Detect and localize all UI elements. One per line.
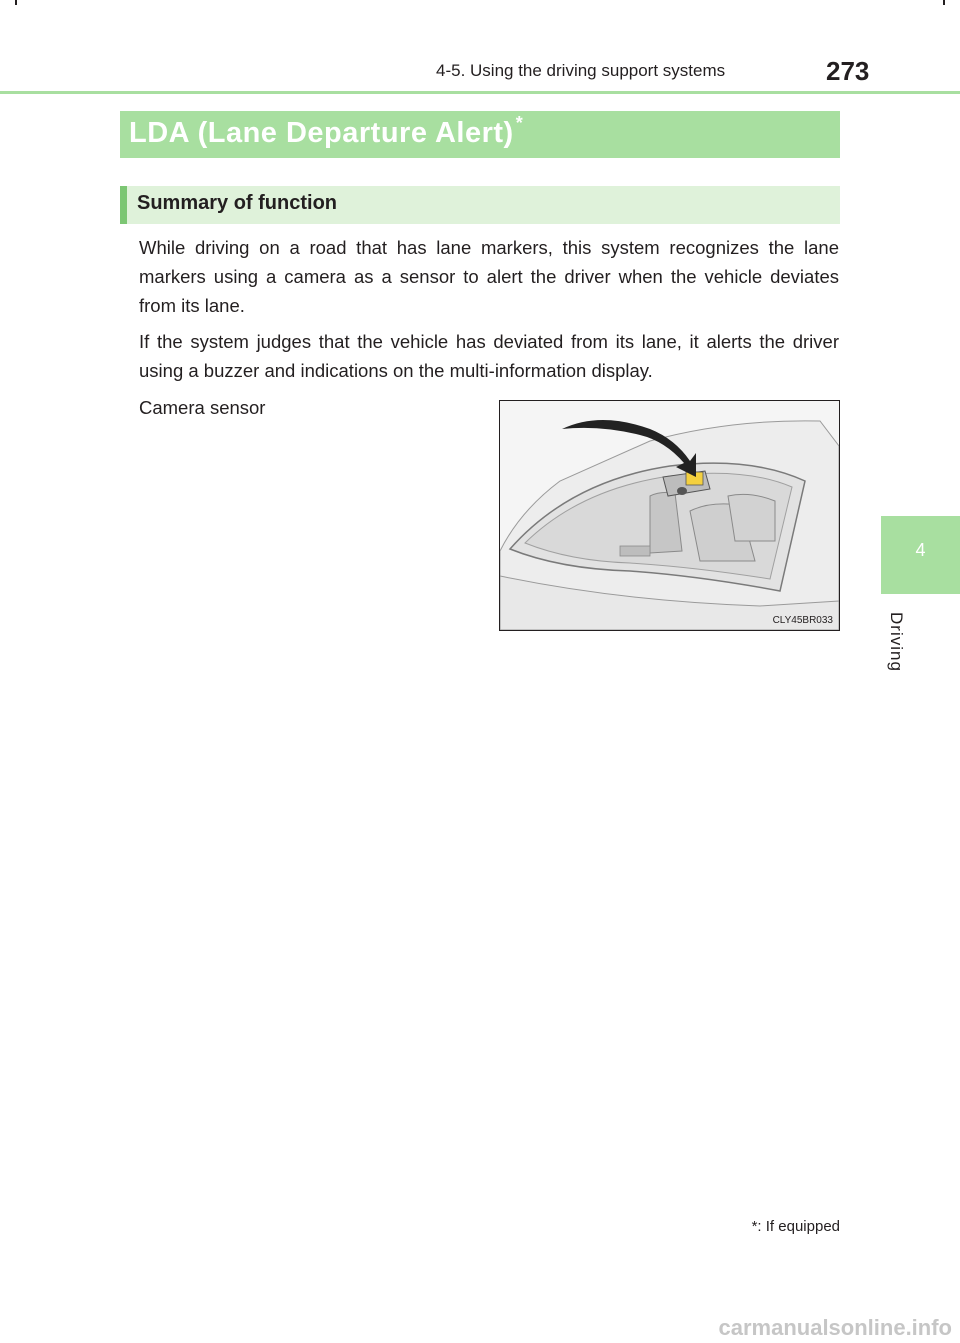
crop-mark xyxy=(943,0,945,5)
body-paragraph: If the system judges that the vehicle has deviated from its lane, it alerts the driver using a buzzer and indications on the multi-information display. xyxy=(139,331,839,381)
subsection-bar xyxy=(120,186,840,224)
page-title xyxy=(129,113,524,150)
chapter-tab xyxy=(881,516,960,594)
chapter-number: 4 xyxy=(915,540,926,560)
footnote: *: If equipped xyxy=(751,1218,840,1235)
body-paragraph: While driving on a road that has lane markers, this system recognizes the lane markers using a camera as a sensor to alert the driver when the vehicle deviates from its lane. xyxy=(139,237,839,316)
title-text: LDA (Lane Departure Alert) xyxy=(129,117,514,149)
title-bar xyxy=(120,111,840,158)
chapter-label: Driving xyxy=(887,612,906,672)
figure-caption: Camera sensor xyxy=(139,397,266,418)
watermark: carmanualsonline.info xyxy=(718,1315,952,1340)
header-rule xyxy=(0,91,960,94)
header-section: 4-5. Using the driving support systems xyxy=(436,61,726,80)
title-marker: * xyxy=(515,113,524,133)
car-interior-drawing xyxy=(500,401,839,630)
camera-sensor-illustration xyxy=(499,400,840,631)
figure-id: CLY45BR033 xyxy=(772,615,833,626)
subsection-accent xyxy=(120,186,127,224)
subsection-title: Summary of function xyxy=(137,192,338,214)
crop-mark xyxy=(15,0,17,5)
page-number: 273 xyxy=(826,56,870,86)
